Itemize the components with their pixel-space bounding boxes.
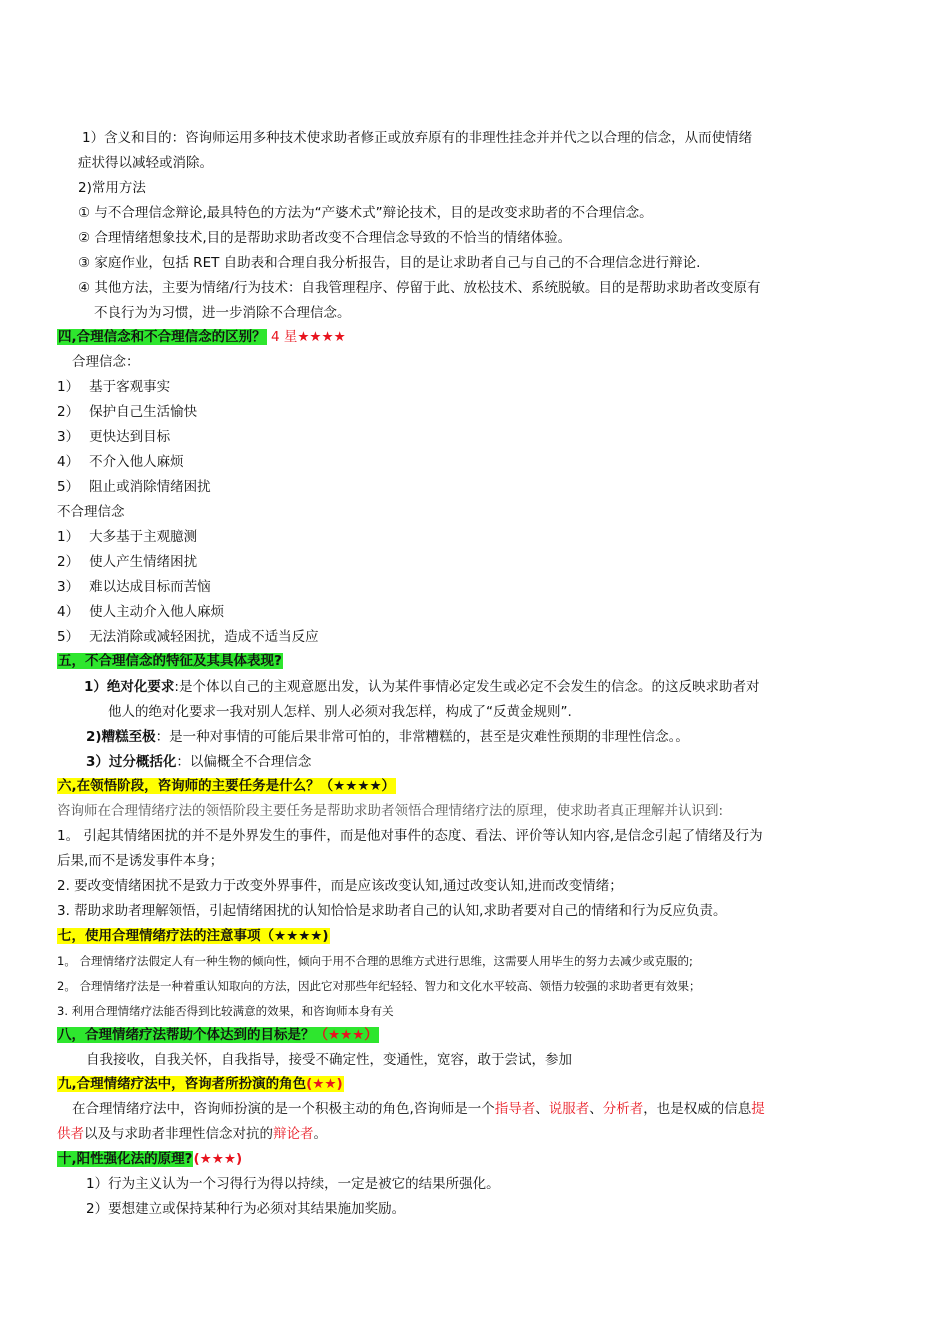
list-item: 5） 阻止或消除情绪困扰 [57,479,211,495]
feature-2-term: 2)糟糕至极 [86,729,156,745]
section-6-heading [57,777,396,795]
role-provider-part1: 提 [751,1101,765,1117]
list-item: 3） 难以达成目标而苦恼 [57,579,211,595]
method-item-4-line1: ④ 其他方法，主要为情绪/行为技术：自我管理程序、停留于此、放松技术、系统脱敏。目的是帮助求助者改变原有 [78,280,761,296]
section-6-stars: （★★★★） [319,778,396,794]
section-9-title: 九,合理情绪疗法中，咨询者所扮演的角色(★★) [58,1076,343,1092]
section-6-item-3: 3. 帮助求助者理解领悟，引起情绪困扰的认知恰恰是求助者自己的认知,求助者要对自己的情绪和行为反应负责。 [57,903,727,919]
section-8-heading [57,1026,379,1044]
list-item: 4） 不介入他人麻烦 [57,454,184,470]
method-item-1: ① 与不合理信念辩论,最具特色的方法为“产婆术式”辩论技术，目的是改变求助者的不合理信念。 [78,205,653,221]
paragraph-methods-title: 2)常用方法 [78,180,146,196]
feature-1-term: 1）绝对化要求 [84,679,175,695]
rational-label: 合理信念： [72,354,140,370]
section-7-title: 七，使用合理情绪疗法的注意事项（★★★★) [58,928,329,944]
list-item: 5） 无法消除或减轻困扰，造成不适当反应 [57,629,319,645]
section-6-title: 六,在领悟阶段，咨询师的主要任务是什么？（★★★★） [58,778,396,794]
paragraph-purpose-line1: 1）含义和目的：咨询师运用多种技术使求助者修正或放弃原有的非理性挂念并并代之以合理的信念，从而使情绪 [82,130,753,146]
method-item-2: ② 合理情绪想象技术,目的是帮助求助者改变不合理信念导致的不恰当的情绪体验。 [78,230,572,246]
section-7-item-3: 3. 利用合理情绪疗法能否得到比较满意的效果，和咨询师本身有关 [57,1004,394,1018]
role-director: 指导者 [494,1101,536,1117]
role-analyst: 分析者 [602,1101,644,1117]
section-9-stars: (★★) [306,1076,343,1092]
list-item: 4） 使人主动介入他人麻烦 [57,604,225,620]
section-6-item-1-line1: 1。 引起其情绪困扰的并不是外界发生的事件，而是他对事件的态度、看法、评价等认知内容,是信念引起了情绪及行为 [57,828,763,844]
paragraph-purpose-line2: 症状得以减轻或消除。 [78,155,213,171]
role-debater: 辩论者 [273,1126,314,1142]
section-10-stars: (★★★) [193,1151,243,1167]
section-10-heading [57,1150,242,1168]
method-item-3: ③ 家庭作业，包括 RET 自助表和合理自我分析报告，目的是让求助者自己与自己的不合理信念进行辩论. [78,255,701,271]
section-4-heading [57,328,346,346]
list-item: 2） 保护自己生活愉快 [57,404,198,420]
section-7-heading [57,927,330,945]
feature-2-text: ：是一种对事情的可能后果非常可怕的，非常糟糕的，甚至是灾难性预期的非理性信念。。 [155,729,689,745]
role-persuader: 说服者 [548,1101,590,1117]
section-7-item-1: 1。 合理情绪疗法假定人有一种生物的倾向性，倾向于用不合理的思维方式进行思维，这需要人用毕生的努力去减少或克服的; [57,954,693,968]
section-10-point-1: 1）行为主义认为一个习得行为得以持续，一定是被它的结果所强化。 [86,1176,500,1192]
list-item: 3） 更快达到目标 [57,429,171,445]
section-9-text-line1: 在合理情绪疗法中，咨询师扮演的是一个积极主动的角色,咨询师是一个指导者、说服者、分析者，也是权威的信息提 [72,1101,765,1117]
section-6-item-2: 2. 要改变情绪困扰不是致力于改变外界事件，而是应该改变认知,通过改变认知,进而改变情绪； [57,878,623,894]
feature-1-text: :是个体以自己的主观意愿出发，认为某件事情必定发生或必定不会发生的信念。的这反映求助者对 [174,679,760,695]
irrational-label: 不合理信念 [57,504,125,520]
section-9-text-line2: 供者以及与求助者非理性信念对抗的辩论者。 [57,1126,327,1142]
list-item: 2） 使人产生情绪困扰 [57,554,198,570]
role-provider-part2: 供者 [57,1126,84,1142]
section-8-text: 自我接收，自我关怀，自我指导，接受不确定性，变通性，宽容，敢于尝试，参加 [86,1052,572,1068]
section-5-title: 五，不合理信念的特征及其具体表现? [58,653,282,669]
section-7-item-2: 2。 合理情绪疗法是一种着重认知取向的方法，因此它对那些年纪轻轻、智力和文化水平较高、领悟力较强的求助者更有效果； [57,979,701,993]
feature-3-text: ：以偏概全不合理信念 [176,754,312,770]
section-4-stars: 4 星★★★★ [270,329,346,345]
section-4-title: 四,合理信念和不合理信念的区别？ [58,329,266,345]
section-8-stars: （★★★） [314,1027,378,1043]
method-item-4-line2: 不良行为为习惯，进一步消除不合理信念。 [94,305,351,321]
section-8-title: 八，合理情绪疗法帮助个体达到的目标是？（★★★） [58,1027,378,1043]
feature-1-line2: 他人的绝对化要求一我对别人怎样、别人必须对我怎样，构成了“反黄金规则”. [108,704,572,720]
section-10-title: 十,阳性强化法的原理? [58,1151,193,1167]
feature-1 [84,678,759,696]
list-item: 1） 大多基于主观臆测 [57,529,198,545]
section-10-point-2: 2）要想建立或保持某种行为必须对其结果施加奖励。 [86,1201,406,1217]
feature-3 [86,753,311,771]
section-5-heading [57,652,283,670]
section-6-item-1-line2: 后果,而不是诱发事件本身； [57,853,224,869]
feature-3-term: 3）过分概括化 [86,754,177,770]
section-6-intro: 咨询师在合理情绪疗法的领悟阶段主要任务是帮助求助者领悟合理情绪疗法的原理，使求助者真正理解并认识到: [57,803,724,819]
feature-2 [86,728,689,746]
list-item: 1） 基于客观事实 [57,379,171,395]
section-9-heading [57,1075,344,1093]
